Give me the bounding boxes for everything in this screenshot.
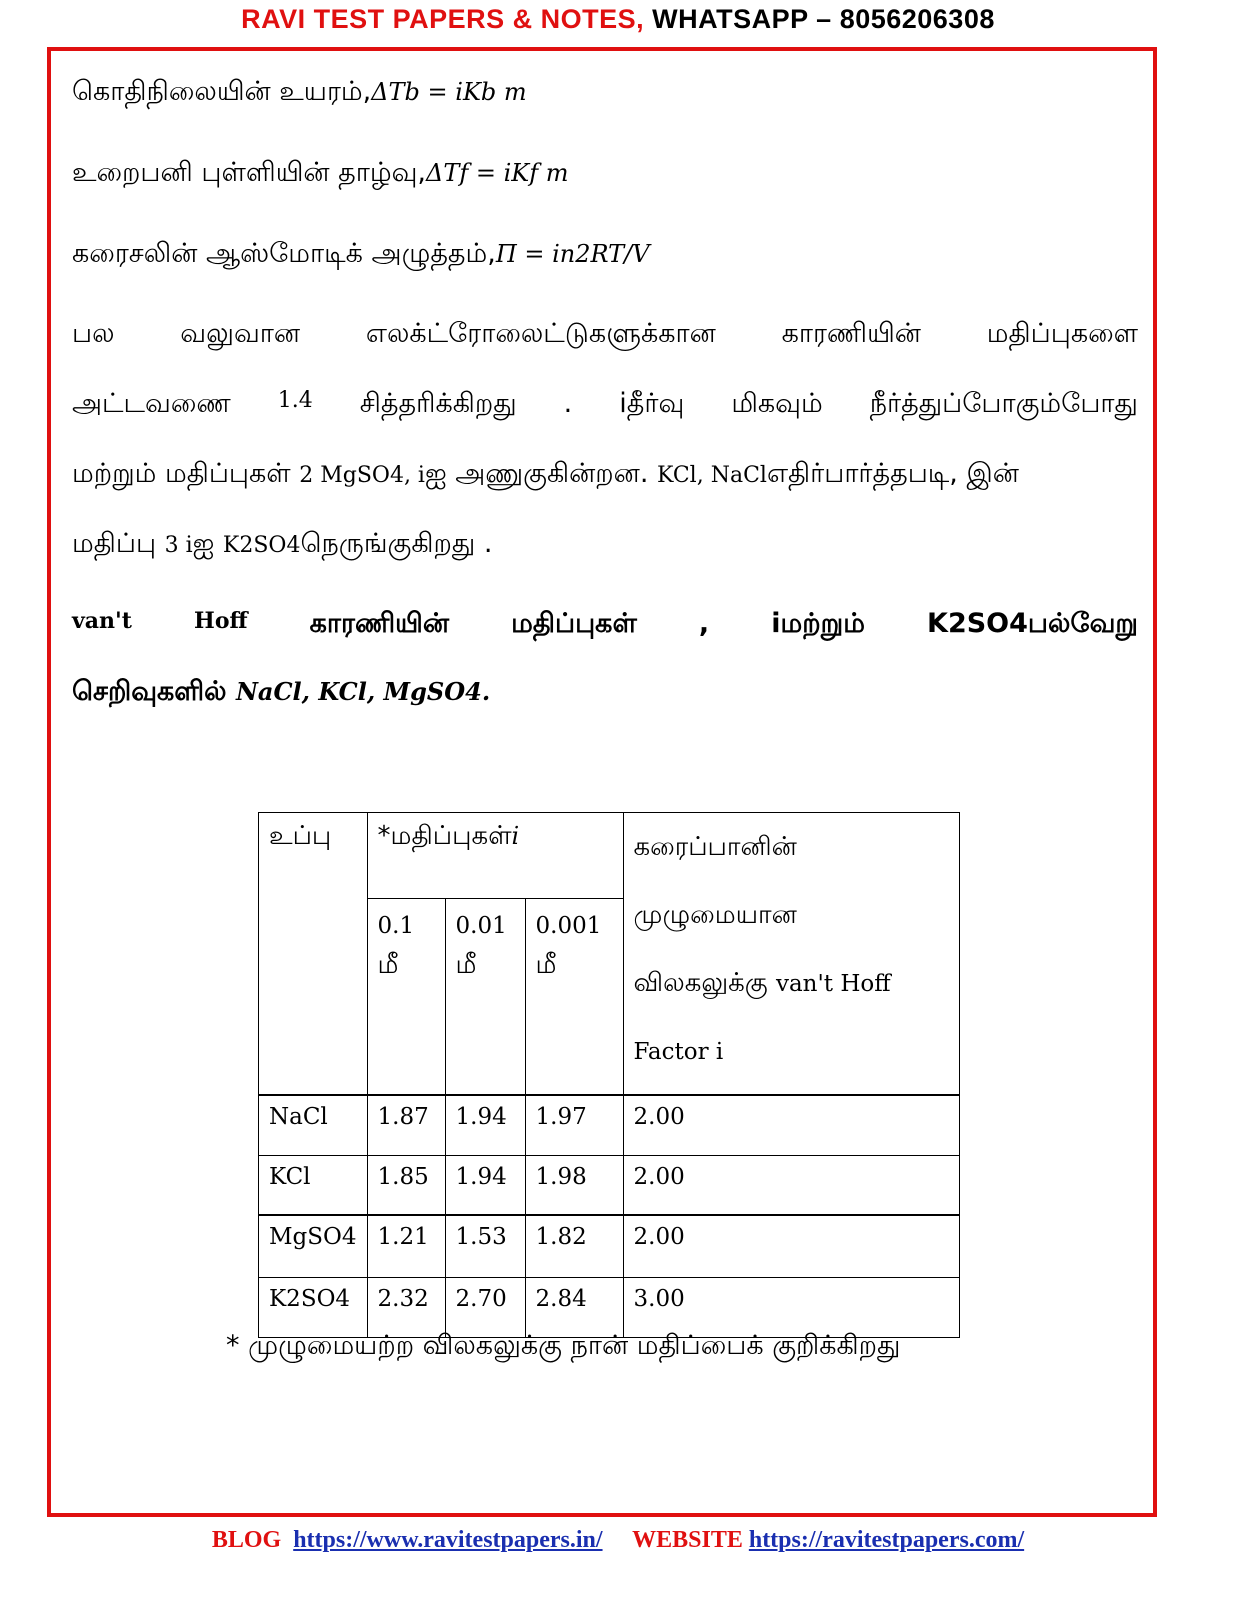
header-salt: உப்பு <box>259 813 368 1096</box>
header-conc-0.001 <box>525 899 623 1095</box>
word: van't <box>72 608 132 634</box>
text: நெருங்குகிறது . <box>300 528 493 559</box>
word: பல <box>72 318 115 349</box>
formula-expression: Π = in2RT/V <box>495 240 650 268</box>
text: 3 i <box>164 533 193 558</box>
cell-value: 1.94 <box>445 1155 525 1215</box>
text: கரைப்பானின் <box>633 832 797 862</box>
website-label: WEBSITE <box>632 1527 743 1553</box>
cell-value: 1.87 <box>367 1095 445 1155</box>
text: விலகலுக்கு <box>633 968 776 998</box>
word: மதிப்புகள் <box>511 608 637 639</box>
text: *மதிப்புகள் <box>377 821 512 851</box>
cell-complete: 2.00 <box>623 1155 959 1215</box>
text: முழுமையான <box>633 900 797 930</box>
cell-value: 1.53 <box>445 1215 525 1277</box>
cell-value: 2.84 <box>525 1277 623 1337</box>
formula-osmotic-pressure <box>72 238 650 273</box>
text: ஐ <box>192 528 223 559</box>
cell-value: 1.97 <box>525 1095 623 1155</box>
word: மதிப்புகளை <box>986 318 1138 349</box>
word: எலக்ட்ரோலைட்டுகளுக்கான <box>365 318 716 349</box>
website-link[interactable]: https://ravitestpapers.com/ <box>748 1527 1025 1553</box>
cell-salt: K2SO4 <box>259 1277 368 1337</box>
cell-salt: NaCl <box>259 1095 368 1155</box>
word: iமற்றும் <box>771 608 865 639</box>
word: . <box>563 388 573 419</box>
text: மதிப்பு <box>72 528 165 559</box>
text: மற்றும் மதிப்புகள் <box>72 458 300 489</box>
word: சித்தரிக்கிறது <box>359 388 517 419</box>
header-contact: WHATSAPP – 8056206308 <box>644 4 995 34</box>
text: 0.01 <box>455 913 507 940</box>
header-values <box>367 813 623 899</box>
text: ஐ அணுகுகின்றன. <box>424 458 657 489</box>
text: மீ <box>377 950 399 981</box>
word: அட்டவணை <box>72 388 231 419</box>
cell-salt: MgSO4 <box>259 1215 368 1277</box>
cell-complete: 3.00 <box>623 1277 959 1337</box>
table-row <box>259 1215 960 1277</box>
table-row <box>259 1095 960 1155</box>
text: i <box>511 822 520 850</box>
text: 2 MgSO4, i <box>299 463 425 488</box>
header-conc-0.01 <box>445 899 525 1095</box>
formula-expression: ΔTf = iKf m <box>426 159 569 187</box>
word: மிகவும் <box>731 388 823 419</box>
text: K2SO4 <box>222 533 301 558</box>
word: K2SO4பல்வேறு <box>927 608 1138 639</box>
text: மீ <box>455 950 477 981</box>
text: NaCl, KCl, MgSO4. <box>235 677 491 706</box>
text: எதிர்பார்த்தபடி, இன் <box>766 458 1019 489</box>
word: Hoff <box>194 608 248 634</box>
text: மீ <box>535 950 557 981</box>
vant-hoff-table <box>258 812 960 1338</box>
paragraph-line-3 <box>72 458 1019 493</box>
formula-boiling-point <box>72 76 527 111</box>
text: van't Hoff <box>775 971 891 997</box>
blog-label: BLOG <box>211 1527 282 1553</box>
text: KCl, NaCl <box>657 463 767 488</box>
word: iதீர்வு <box>619 388 685 419</box>
header-conc-0.1 <box>367 899 445 1095</box>
header-complete-dissociation <box>623 813 959 1096</box>
formula-label: கொதிநிலையின் உயரம், <box>72 76 372 107</box>
table-caption-line-2 <box>72 676 490 711</box>
page-footer <box>0 1527 1236 1554</box>
word: 1.4 <box>277 388 313 413</box>
formula-label: கரைசலின் ஆஸ்மோடிக் அழுத்தம், <box>72 238 496 269</box>
blog-link[interactable]: https://www.ravitestpapers.in/ <box>293 1527 603 1553</box>
word: வலுவான <box>180 318 301 349</box>
table-caption-line-1 <box>72 608 1138 643</box>
word: நீர்த்துப்போகும்போது <box>869 388 1138 419</box>
word: காரணியின் <box>781 318 921 349</box>
text: செறிவுகளில் <box>72 676 236 707</box>
page-header <box>0 4 1236 35</box>
cell-value: 1.98 <box>525 1155 623 1215</box>
cell-value: 2.70 <box>445 1277 525 1337</box>
word: , <box>698 608 710 639</box>
formula-expression: ΔTb = iKb m <box>371 78 527 106</box>
paragraph-line-1 <box>72 318 1138 353</box>
text: 0.001 <box>535 913 602 940</box>
cell-complete: 2.00 <box>623 1215 959 1277</box>
text: 0.1 <box>377 913 415 940</box>
paragraph-line-2 <box>72 388 1138 423</box>
cell-complete: 2.00 <box>623 1095 959 1155</box>
cell-value: 1.94 <box>445 1095 525 1155</box>
cell-salt: KCl <box>259 1155 368 1215</box>
text: Factor i <box>633 1039 724 1065</box>
paragraph-line-4 <box>72 528 492 563</box>
word: காரணியின் <box>309 608 450 639</box>
formula-label: உறைபனி புள்ளியின் தாழ்வு, <box>72 157 427 188</box>
cell-value: 2.32 <box>367 1277 445 1337</box>
cell-value: 1.21 <box>367 1215 445 1277</box>
header-brand: RAVI TEST PAPERS & NOTES, <box>241 4 645 34</box>
cell-value: 1.82 <box>525 1215 623 1277</box>
table-row <box>259 1277 960 1337</box>
cell-value: 1.85 <box>367 1155 445 1215</box>
formula-freezing-point <box>72 157 569 192</box>
table-row <box>259 1155 960 1215</box>
table-footnote: * முழுமையற்ற விலகலுக்கு நான் மதிப்பைக் குறிக்கிறது <box>226 1330 901 1361</box>
